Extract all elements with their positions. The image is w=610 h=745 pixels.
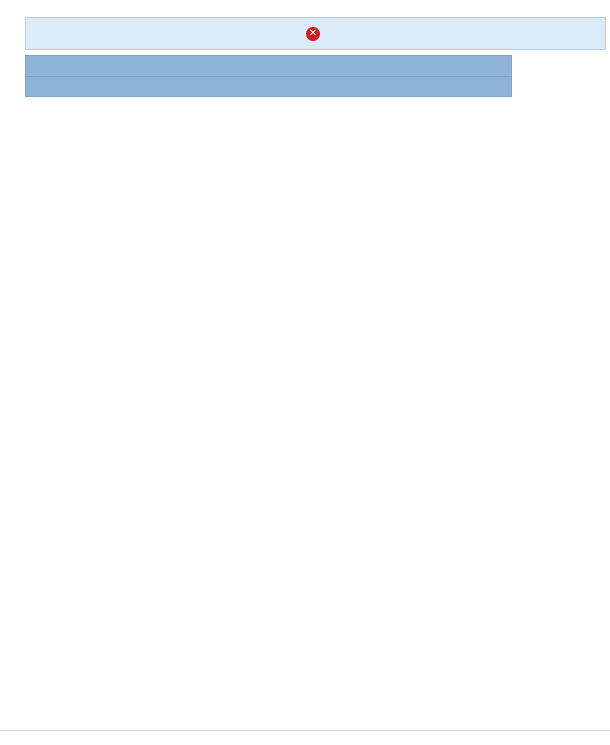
company-header: [25, 55, 512, 77]
error-x-icon: ✕: [306, 27, 320, 41]
divider: [0, 730, 610, 731]
statement-title: [25, 77, 512, 97]
status-banner: [25, 17, 606, 50]
